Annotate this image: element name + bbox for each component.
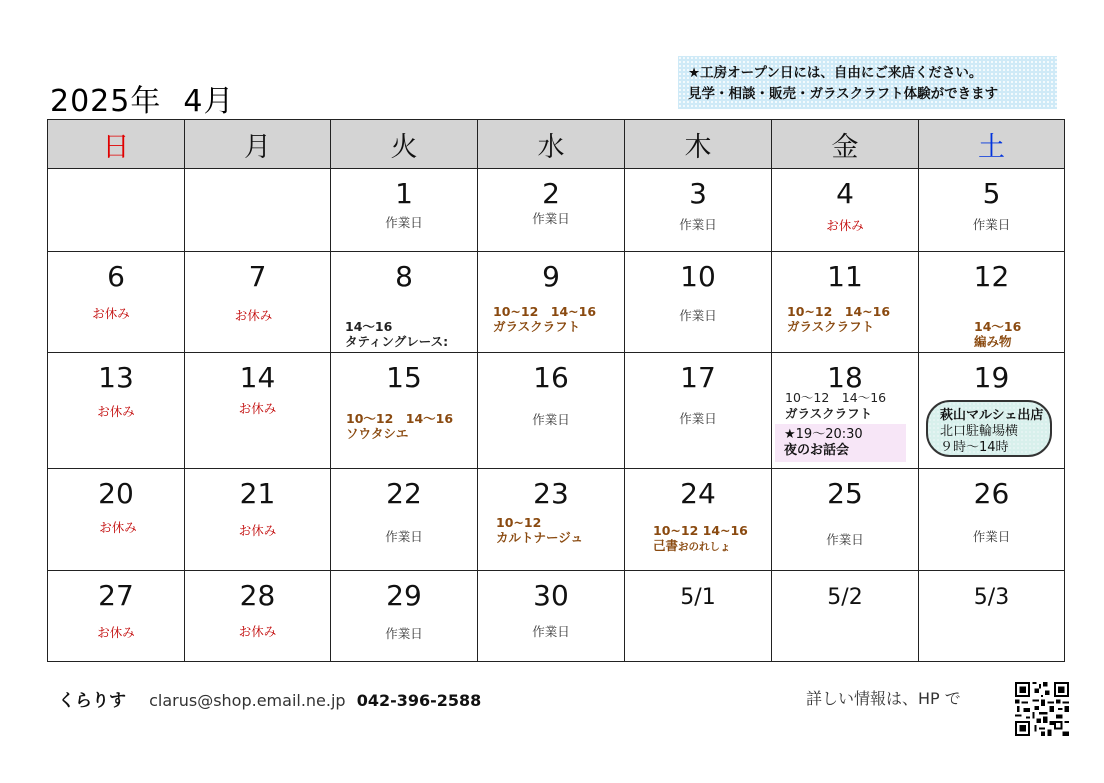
event-soutache	[346, 411, 453, 441]
event-knitting	[974, 319, 1021, 349]
day-number: 15	[386, 361, 422, 394]
event-name: ガラスクラフト	[787, 319, 875, 334]
marche-line-1: 萩山マルシェ出店	[940, 408, 1044, 423]
day-status: 作業日	[679, 308, 717, 323]
calendar-month: 4月	[183, 84, 235, 119]
day-status: 作業日	[679, 217, 717, 232]
day-status: 作業日	[385, 215, 423, 230]
event-time: 10~12 14~16	[493, 304, 597, 319]
day-number: 8	[395, 260, 413, 293]
week-row-3	[48, 353, 1065, 469]
calendar-grid	[47, 119, 1065, 662]
day-status: 作業日	[532, 624, 570, 639]
day-number: 26	[973, 477, 1010, 510]
weekday-header-row	[48, 120, 1065, 169]
night-talk-box	[775, 424, 906, 462]
event-glass-craft: ガラスクラフト	[785, 406, 873, 421]
day-cell-4	[772, 169, 919, 252]
day-cell-17	[625, 353, 772, 469]
weekday-wed: 水	[478, 120, 625, 169]
day-cell-15	[331, 353, 478, 469]
qr-code-icon[interactable]	[1015, 682, 1069, 736]
day-number: 7	[248, 260, 267, 293]
day-number: 23	[533, 477, 569, 510]
day-cell-18	[772, 353, 919, 469]
day-cell-may-3	[919, 571, 1065, 662]
day-cell-28	[185, 571, 331, 662]
event-time: 10~12	[496, 515, 542, 530]
event-time: 10～12 14～16	[346, 411, 454, 426]
day-number: 14	[239, 361, 276, 394]
day-number: 13	[98, 361, 134, 394]
weekday-mon: 月	[185, 120, 331, 169]
day-status: 作業日	[532, 412, 570, 427]
day-cell-30	[478, 571, 625, 662]
day-status-off: お休み	[97, 625, 135, 640]
marche-line-3: ９時～14時	[940, 440, 1009, 455]
notice-line-1: ★工房オープン日には、自由にご来店ください。	[688, 65, 983, 81]
day-status-off: お休み	[826, 218, 864, 233]
event-time: 14～16	[974, 319, 1022, 334]
day-number: 11	[827, 260, 863, 293]
weekday-sun: 日	[48, 120, 185, 169]
day-status: 作業日	[826, 532, 864, 547]
week-row-1	[48, 169, 1065, 252]
day-status: 作業日	[972, 529, 1011, 544]
day-status-off: お休み	[238, 523, 277, 538]
day-number: 5/1	[680, 585, 716, 610]
marche-line-2: 北口駐輪場横	[940, 424, 1019, 439]
day-status-off: お休み	[234, 308, 273, 323]
day-cell-may-2	[772, 571, 919, 662]
day-number: 6	[107, 260, 125, 293]
day-status: 作業日	[385, 529, 423, 544]
day-number: 12	[973, 260, 1010, 293]
weekday-fri: 金	[772, 120, 919, 169]
weekday-sat: 土	[919, 120, 1065, 169]
day-cell-19	[919, 353, 1065, 469]
event-name: タティングレース:	[345, 334, 449, 349]
day-cell-23	[478, 469, 625, 571]
day-status-off: お休み	[238, 624, 277, 639]
day-status-off: お休み	[97, 404, 135, 419]
day-cell-14	[185, 353, 331, 469]
day-cell-10	[625, 252, 772, 353]
day-status-off: お休み	[92, 306, 130, 321]
event-name: 編み物	[974, 334, 1012, 349]
day-number: 5/3	[973, 585, 1010, 610]
day-number: 24	[680, 477, 716, 510]
day-cell-7	[185, 252, 331, 353]
day-cell-empty	[48, 169, 185, 252]
day-number: 16	[533, 361, 569, 394]
notice-line-2: 見学・相談・販売・ガラスクラフト体験ができます	[688, 86, 999, 102]
day-cell-2	[478, 169, 625, 252]
day-number: 2	[542, 177, 560, 210]
day-cell-25	[772, 469, 919, 571]
event-time: 10～12 14～16	[785, 390, 887, 405]
day-cell-5	[919, 169, 1065, 252]
day-number: 5	[982, 177, 1001, 210]
day-status: 作業日	[679, 411, 717, 426]
week-row-5	[48, 571, 1065, 662]
phone-number[interactable]: 042-396-2588	[356, 691, 482, 710]
event-name-reading: おのれしょ	[678, 541, 731, 553]
event-time: 14～16	[345, 319, 393, 334]
day-status-off: お休み	[238, 401, 277, 416]
website-info-text: 詳しい情報は、HP で	[806, 689, 961, 708]
notice-box	[678, 56, 1057, 109]
day-number: 10	[680, 260, 716, 293]
weekday-tue: 火	[331, 120, 478, 169]
day-number: 20	[98, 477, 134, 510]
day-number: 30	[533, 579, 569, 612]
day-number: 1	[395, 177, 413, 210]
event-name-row	[653, 538, 748, 555]
day-cell-9	[478, 252, 625, 353]
event-name: ソウタシエ	[346, 426, 409, 441]
day-status-off: お休み	[99, 520, 137, 535]
event-time: 10~12 14~16	[653, 523, 748, 538]
day-number: 5/2	[827, 585, 863, 610]
event-tatting-lace	[345, 319, 448, 349]
day-number: 9	[542, 260, 560, 293]
event-glass-craft	[493, 304, 596, 334]
day-number: 22	[386, 477, 422, 510]
event-glass-craft	[787, 304, 890, 334]
day-cell-24	[625, 469, 772, 571]
day-number: 21	[239, 477, 276, 510]
week-row-4	[48, 469, 1065, 571]
day-number: 27	[98, 579, 134, 612]
day-cell-12	[919, 252, 1065, 353]
day-cell-21	[185, 469, 331, 571]
night-talk-name: 夜のお話会	[784, 443, 850, 458]
day-cell-8	[331, 252, 478, 353]
day-cell-6	[48, 252, 185, 353]
day-status: 作業日	[532, 211, 570, 226]
day-status: 作業日	[385, 626, 423, 641]
day-cell-22	[331, 469, 478, 571]
day-cell-27	[48, 571, 185, 662]
day-number: 25	[827, 477, 863, 510]
day-number: 19	[973, 361, 1010, 394]
shop-name: くらりす	[58, 691, 126, 711]
marche-callout	[926, 400, 1052, 457]
day-number: 17	[680, 361, 716, 394]
day-cell-13	[48, 353, 185, 469]
event-name: ガラスクラフト	[493, 319, 581, 334]
day-number: 28	[239, 579, 276, 612]
week-row-2	[48, 252, 1065, 353]
day-cell-20	[48, 469, 185, 571]
calendar-year: 2025年	[50, 84, 162, 119]
event-onoresho	[653, 523, 748, 555]
day-cell-1	[331, 169, 478, 252]
day-cell-16	[478, 353, 625, 469]
event-cartonnage	[496, 515, 583, 545]
event-name: 己書	[653, 538, 679, 553]
day-cell-11	[772, 252, 919, 353]
footer-contact	[58, 686, 481, 711]
email-address[interactable]: clarus@shop.email.ne.jp	[149, 691, 346, 710]
day-number: 18	[827, 361, 863, 394]
day-cell-empty	[185, 169, 331, 252]
day-cell-26	[919, 469, 1065, 571]
day-number: 29	[386, 579, 422, 612]
day-cell-may-1	[625, 571, 772, 662]
weekday-thu: 木	[625, 120, 772, 169]
event-time: 10~12 14~16	[787, 304, 891, 319]
night-time: ★19～20:30	[784, 427, 863, 442]
day-status: 作業日	[972, 217, 1011, 232]
event-name: カルトナージュ	[496, 530, 584, 545]
day-number: 4	[836, 177, 854, 210]
calendar-title	[50, 76, 234, 120]
day-number: 3	[689, 177, 707, 210]
day-cell-3	[625, 169, 772, 252]
day-cell-29	[331, 571, 478, 662]
